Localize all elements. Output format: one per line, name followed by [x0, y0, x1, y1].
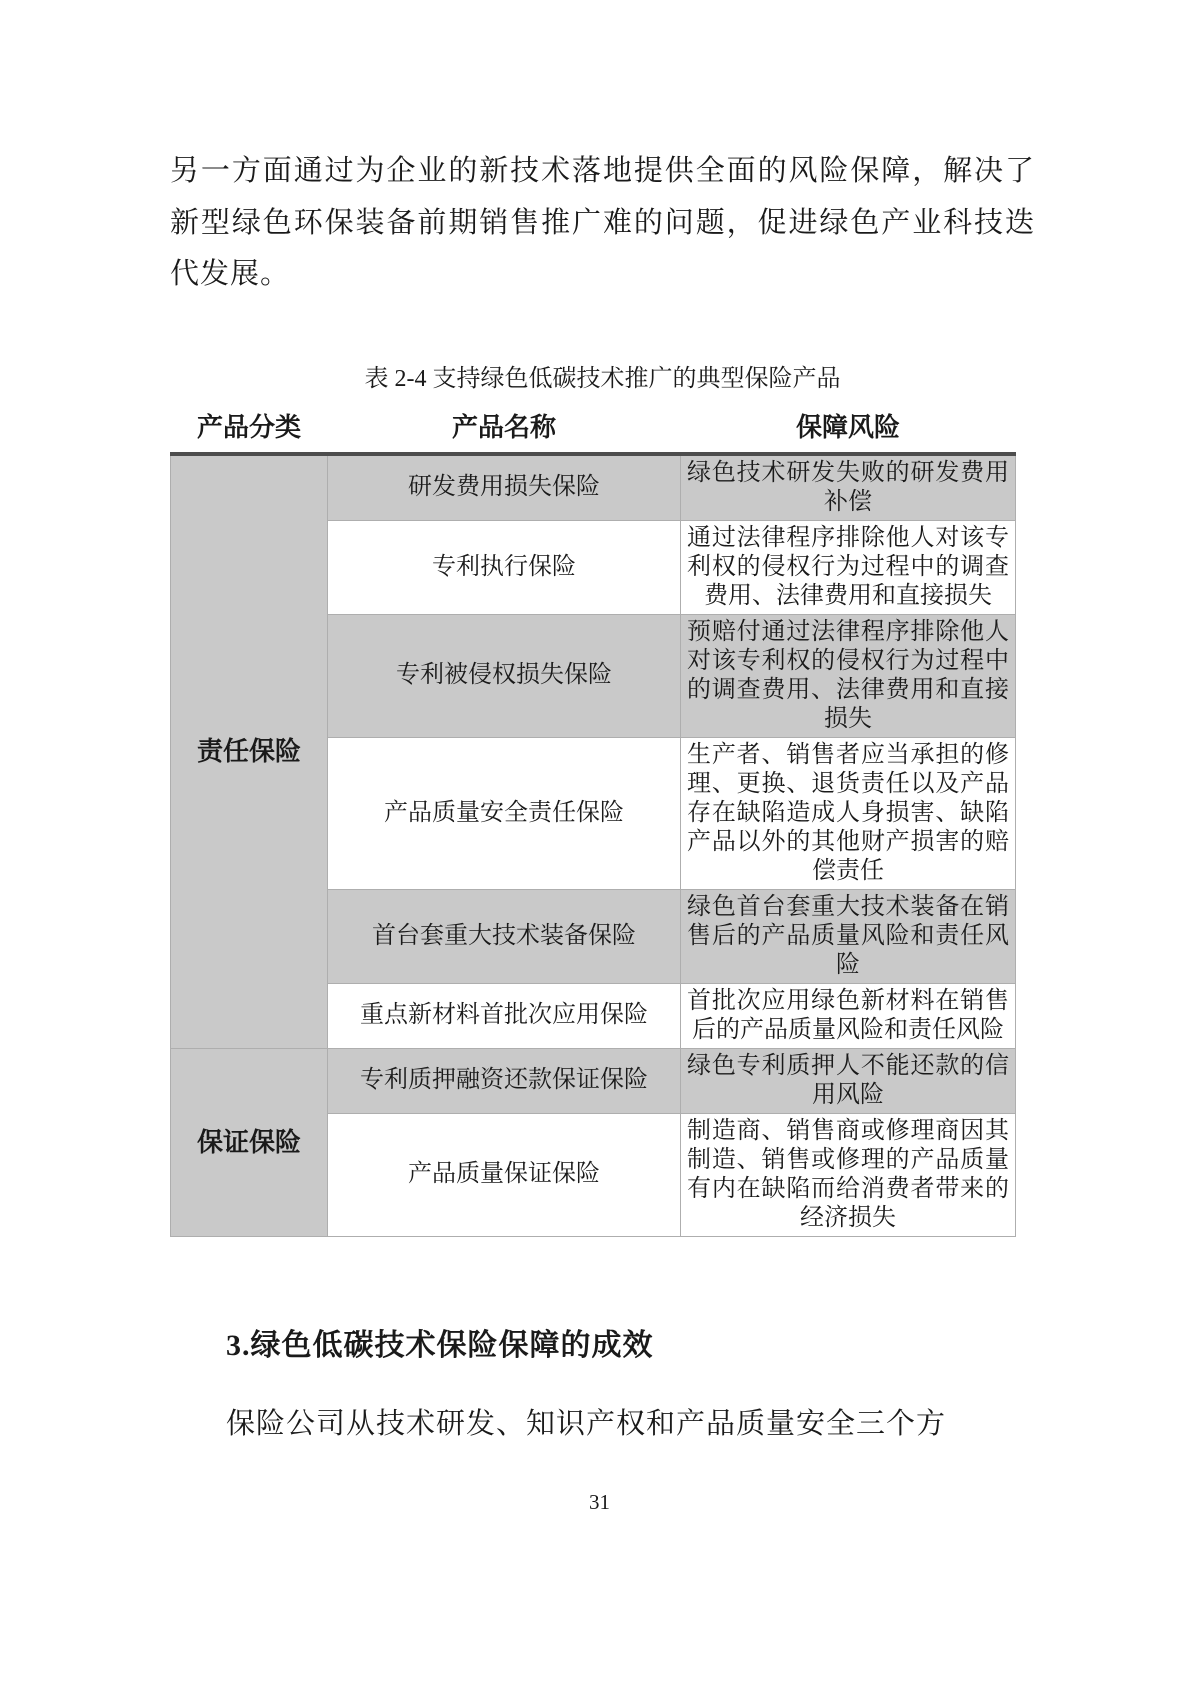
insurance-products-table	[170, 405, 1016, 1237]
risk-description-cell: 首批次应用绿色新材料在销售后的产品质量风险和责任风险	[681, 983, 1016, 1048]
section-paragraph: 保险公司从技术研发、知识产权和产品质量安全三个方	[226, 1407, 947, 1440]
product-name-cell: 首台套重大技术装备保险	[328, 889, 681, 983]
table-header-row	[171, 405, 1016, 454]
product-name-cell: 重点新材料首批次应用保险	[328, 983, 681, 1048]
risk-description-cell: 绿色技术研发失败的研发费用补偿	[681, 454, 1016, 521]
category-cell-liability: 责任保险	[171, 454, 328, 1049]
product-name-cell: 专利执行保险	[328, 520, 681, 614]
category-cell-guarantee: 保证保险	[171, 1048, 328, 1236]
intro-paragraph: 另一方面通过为企业的新技术落地提供全面的风险保障，解决了新型绿色环保装备前期销售推广难的问题，促进绿色产业科技迭代发展。	[170, 155, 1035, 290]
product-name-cell: 专利被侵权损失保险	[328, 614, 681, 737]
table-caption: 表 2-4 支持绿色低碳技术推广的典型保险产品	[364, 365, 841, 392]
table-row	[171, 454, 1016, 521]
risk-description-cell: 制造商、销售商或修理商因其制造、销售或修理的产品质量有内在缺陷而给消费者带来的经济损失	[681, 1113, 1016, 1236]
column-header-covered-risk: 保障风险	[681, 405, 1016, 454]
page-number: 31	[589, 1490, 610, 1514]
product-name-cell: 研发费用损失保险	[328, 454, 681, 521]
table-row	[171, 1048, 1016, 1113]
risk-description-cell: 绿色专利质押人不能还款的信用风险	[681, 1048, 1016, 1113]
product-name-cell: 产品质量保证保险	[328, 1113, 681, 1236]
risk-description-cell: 生产者、销售者应当承担的修理、更换、退货责任以及产品存在缺陷造成人身损害、缺陷产品以外的其他财产损害的赔偿责任	[681, 737, 1016, 889]
section-heading: 3.绿色低碳技术保险保障的成效	[226, 1328, 654, 1362]
risk-description-cell: 绿色首台套重大技术装备在销售后的产品质量风险和责任风险	[681, 889, 1016, 983]
column-header-product-category: 产品分类	[171, 405, 328, 454]
risk-description-cell: 通过法律程序排除他人对该专利权的侵权行为过程中的调查费用、法律费用和直接损失	[681, 520, 1016, 614]
product-name-cell: 专利质押融资还款保证保险	[328, 1048, 681, 1113]
risk-description-cell: 预赔付通过法律程序排除他人对该专利权的侵权行为过程中的调查费用、法律费用和直接损失	[681, 614, 1016, 737]
column-header-product-name: 产品名称	[328, 405, 681, 454]
product-name-cell: 产品质量安全责任保险	[328, 737, 681, 889]
